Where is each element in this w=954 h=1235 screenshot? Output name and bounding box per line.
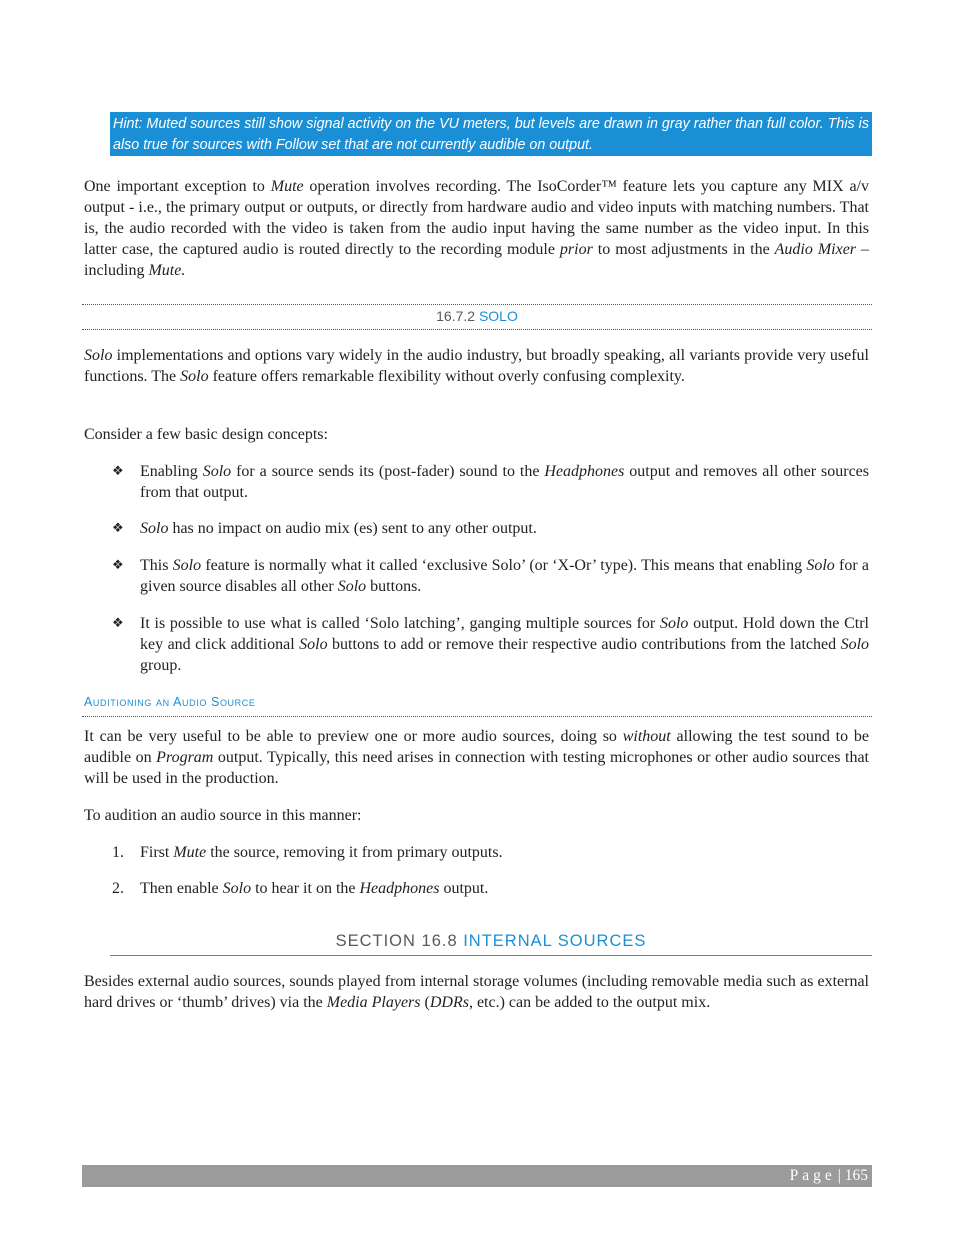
bullet-text: [140, 461, 869, 503]
text-run: Solo: [180, 368, 209, 385]
text-run: Media Players: [326, 994, 421, 1011]
text-run: operation involves recording. The IsoCorder™ feature lets you capture any MIX a/v output - i.e., the primary output or outputs, or directly from hardware audio and video inputs with matching numbers. That is, the audio recorded with the video is taken from the audio input having the same number as the video input. In this latter case, the captured audio is routed directly to the recording module: [84, 178, 869, 258]
text-run: implementations and options vary widely in the audio industry, but broadly speaking, all variants provide very useful functions. The: [84, 347, 869, 385]
text-run: the source, removing it from primary outputs.: [206, 844, 503, 861]
step-text: [140, 878, 869, 899]
diamond-bullet-icon: [112, 555, 124, 576]
text-run: Audio Mixer: [774, 241, 857, 258]
page-number: [790, 1166, 868, 1186]
text-run: Mute: [270, 178, 304, 195]
page-footer: [82, 1165, 872, 1187]
text-run: It can be very useful to be able to preview one or more audio sources, doing so: [84, 728, 623, 745]
internal-sources-paragraph: [84, 971, 869, 1013]
mute-recording-paragraph: [84, 176, 869, 281]
section-number: SECTION 16.8: [335, 932, 464, 950]
text-run: output. Hold down the Ctrl key and click additional: [140, 615, 869, 653]
text-run: output. Typically, this need arises in connection with testing microphones or other audio sources that will be used in the production.: [84, 749, 870, 787]
text-run: to hear it on the: [251, 880, 360, 897]
text-run: (: [420, 994, 430, 1011]
heading-title: SOLO: [478, 308, 518, 324]
auditioning-heading: Auditioning an Audio Source: [84, 695, 256, 709]
text-run: output.: [439, 880, 489, 897]
text-run: One important exception to: [84, 178, 271, 195]
text-run: Solo: [299, 636, 328, 653]
text-run: Solo: [806, 557, 835, 574]
text-run: Solo: [840, 636, 870, 653]
text-run: DDRs: [429, 994, 469, 1011]
bullet-text: [140, 518, 869, 539]
text-run: , etc.) can be added to the output mix.: [468, 994, 711, 1011]
page-label: Page: [789, 1167, 836, 1184]
text-run: It is possible to use what is called ‘Solo latching’, ganging multiple sources for: [140, 615, 660, 632]
consider-paragraph: Consider a few basic design concepts:: [84, 426, 328, 443]
text-run: for a given source disables all other: [140, 557, 869, 595]
text-run: to most adjustments in the: [592, 241, 775, 258]
heading-bottom-divider: [82, 329, 872, 330]
text-run: Solo: [659, 615, 689, 632]
text-run: feature is normally what it called ‘exclusive Solo’ (or ‘X-Or’ type). This means that enabling: [201, 557, 807, 574]
text-run: Solo: [337, 578, 367, 595]
solo-heading: [82, 307, 872, 325]
text-run: Besides external audio sources, sounds played from internal storage volumes (including removable media such as external hard drives or ‘thumb’ drives) via the: [84, 973, 869, 1011]
diamond-bullet-icon: [112, 461, 124, 482]
text-run: for a source sends its (post-fader) sound to the: [231, 463, 545, 480]
text-run: allowing the test sound to be audible on: [84, 728, 870, 766]
solo-paragraph: [84, 345, 869, 387]
audition-paragraph: [84, 726, 869, 789]
text-run: Program: [156, 749, 214, 766]
section-underline: [110, 955, 872, 956]
text-run: without: [622, 728, 671, 745]
text-run: buttons.: [366, 578, 422, 595]
text-run: Enabling: [140, 463, 203, 480]
text-run: Then enable: [140, 880, 223, 897]
text-run: Headphones: [359, 880, 440, 897]
heading-top-divider: [82, 304, 872, 305]
page-number-value: | 165: [837, 1167, 868, 1184]
step-number: 1.: [112, 844, 124, 861]
text-run: Solo: [222, 880, 252, 897]
text-run: buttons to add or remove their respective audio contributions from the latched: [327, 636, 841, 653]
text-run: Solo: [140, 520, 169, 537]
text-run: Mute: [173, 844, 207, 861]
text-run: has no impact on audio mix (es) sent to any other output.: [168, 520, 537, 537]
bullet-text: [140, 613, 869, 676]
diamond-bullet-icon: [112, 518, 124, 539]
diamond-bullet-icon: [112, 613, 124, 634]
audition-intro: To audition an audio source in this manner:: [84, 807, 362, 824]
text-run: First: [140, 844, 174, 861]
heading-number: 16.7.2: [436, 308, 479, 324]
text-run: Solo: [202, 463, 232, 480]
step-text: [140, 842, 869, 863]
step-number: 2.: [112, 880, 124, 897]
text-run: – including: [84, 241, 870, 279]
text-run: Mute.: [148, 262, 186, 279]
auditioning-divider: [82, 716, 872, 717]
text-run: Headphones: [544, 463, 625, 480]
text-run: This: [140, 557, 173, 574]
text-run: feature offers remarkable flexibility without overly confusing complexity.: [208, 368, 685, 385]
text-run: Solo: [172, 557, 202, 574]
bullet-text: [140, 555, 869, 597]
section-heading: [110, 930, 872, 952]
text-run: output and removes all other sources from that output.: [140, 463, 870, 501]
hint-box: Hint: Muted sources still show signal activity on the VU meters, but levels are drawn in gray rather than full color. This is also true for sources with Follow set that are not currently audible on output.: [110, 112, 872, 156]
text-run: prior: [559, 241, 593, 258]
section-title: INTERNAL SOURCES: [463, 932, 647, 950]
text-run: group.: [140, 657, 182, 674]
text-run: Solo: [84, 347, 113, 364]
